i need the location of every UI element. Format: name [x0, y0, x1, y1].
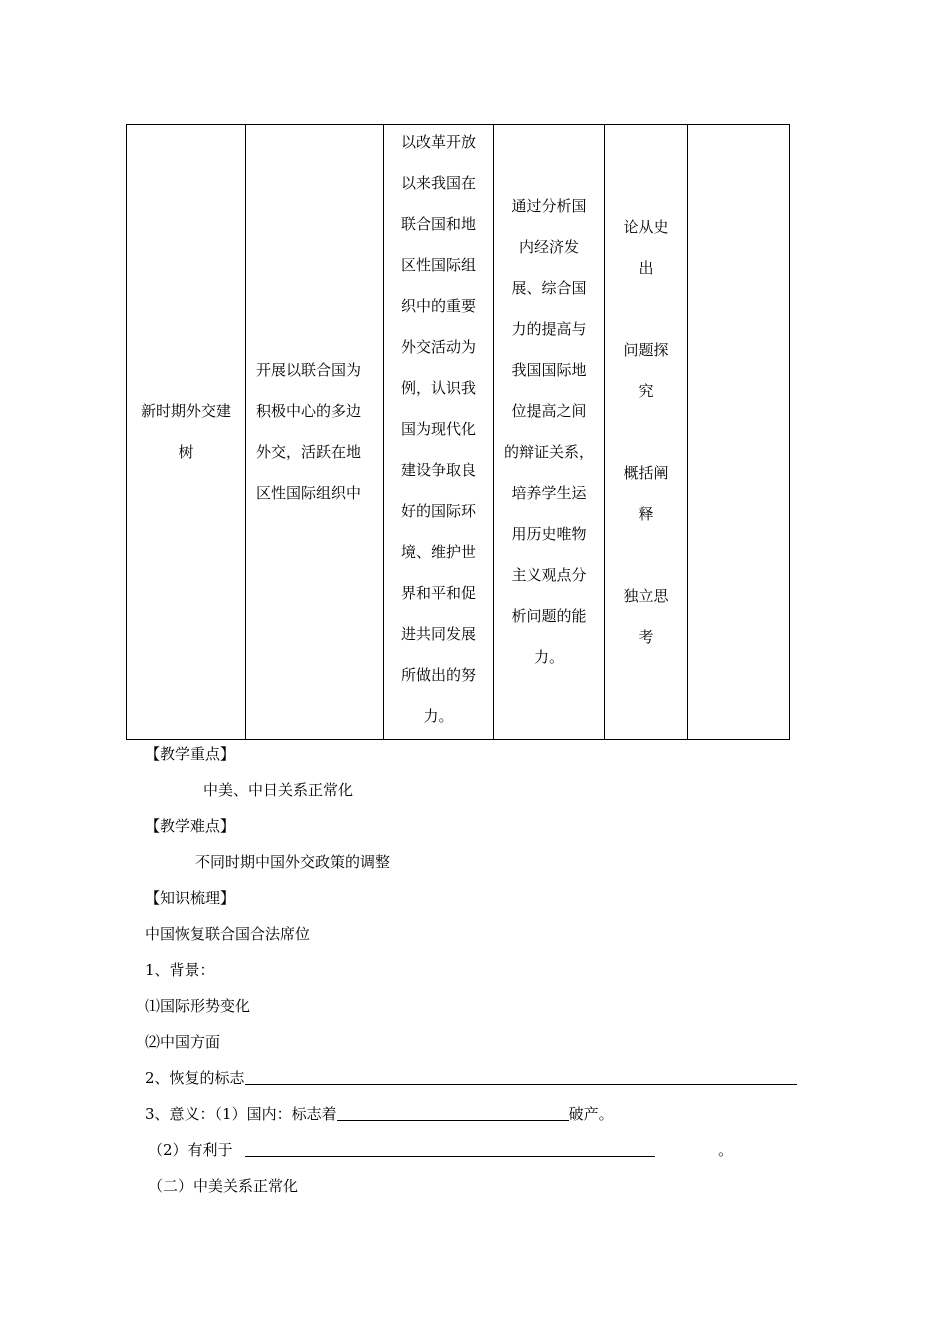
- cell-text: 通过分析国 内经济发 展、综合国 力的提高与 我国国际地 位提高之间 的辩证关系， 培养学生运 用历史唯物 主义观点分 析问题的能 力。: [503, 197, 594, 666]
- blank-line: [245, 1140, 655, 1157]
- topic-title: 中国恢复联合国合法席位: [145, 925, 311, 943]
- knowledge-heading: 【知识梳理】: [145, 889, 236, 907]
- key-points-text: 中美、中日关系正常化: [203, 781, 354, 799]
- difficulty-heading: 【教学难点】: [145, 817, 236, 835]
- benefit-end: 。: [718, 1141, 734, 1159]
- key-points-heading: 【教学重点】: [145, 745, 236, 763]
- table-cell-method: [605, 125, 688, 740]
- table-cell-objective: [384, 125, 494, 740]
- table-row: [127, 125, 790, 740]
- table-cell-ability: [494, 125, 605, 740]
- background-label: 1、背景：: [145, 961, 215, 979]
- benefit-label: （2）有利于: [148, 1141, 233, 1159]
- next-topic: （二）中美关系正常化: [148, 1177, 299, 1195]
- background-item-2: ⑵中国方面: [145, 1033, 221, 1051]
- lesson-table: [126, 124, 790, 740]
- sign-line: [145, 1068, 797, 1088]
- meaning-suffix: 破产。: [568, 1105, 614, 1123]
- cell-text: 新时期外交建 树: [140, 402, 231, 461]
- meaning-label: 3、意义：（1）国内：标志着: [145, 1105, 337, 1123]
- benefit-line: [148, 1140, 733, 1160]
- meaning-line: [145, 1104, 614, 1124]
- sign-label: 2、恢复的标志: [145, 1069, 245, 1087]
- difficulty-text: 不同时期中国外交政策的调整: [195, 853, 391, 871]
- table-cell-empty: [688, 125, 790, 740]
- cell-text: 以改革开放 以来我国在 联合国和地 区性国际组 织中的重要 外交活动为 例，认识我 国为现代化 建设争取良 好的国际环 境、维护世 界和平和促 进共同发展 所做出的努 力。: [400, 132, 476, 725]
- cell-text: 论从史 出 问题探 究 概括阐 释 独立思 考: [623, 217, 669, 646]
- cell-text: 开展以联合国为 积极中心的多边 外交，活跃在地 区性国际组织中: [256, 361, 362, 502]
- background-item-1: ⑴国际形势变化: [145, 997, 251, 1015]
- table-cell-content: [246, 125, 384, 740]
- blank-line: [337, 1104, 569, 1121]
- blank-line: [245, 1068, 797, 1085]
- table-cell-topic: [127, 125, 246, 740]
